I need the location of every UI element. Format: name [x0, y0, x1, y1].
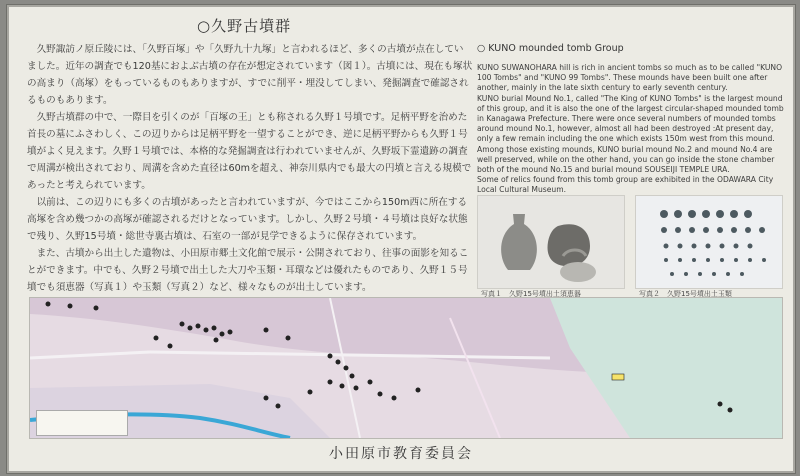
jp-paragraph: 久野古墳群の中で、一際目を引くのが「百塚の王」とも称される久野１号墳です。足柄平野を治めた首長の墓にふさわしく、この辺りからは足柄平野を一望することができ、逆に足柄平野からも久野１号墳がよく見えます。久野１号墳では、本格的な発掘調査は行われていませんが、久野坂下霊遺跡の調査で周溝が検出されており、周溝を含めた直径は60mを超え、神奈川県内でも最大の円墳と言える規模であったと考えられています。 [27, 112, 472, 191]
english-title: ○ KUNO mounded tomb Group [477, 43, 624, 54]
sign-title: ○久野古墳群 [197, 17, 292, 35]
signboard [6, 4, 796, 474]
english-description [477, 63, 789, 196]
en-paragraph: Among those existing mounds, KUNO burial mound No.2 and mound No.4 are well preserved, while on the other hand, you can go inside the stone chamber both of the mound No.15 and burial mound SOUSEIJI TEMPLE URA. [477, 144, 775, 175]
tomb-distribution-map [29, 297, 783, 439]
issuer-footer: 小田原市教育委員会 [329, 446, 473, 462]
jp-paragraph: 以前は、この辺りにも多くの古墳があったと言われていますが、今ではここから150m西に所在する高塚を含め幾つかの高塚が確認されるだけとなっています。しかし、久野２号墳・４号墳は良好な状態で残り、久野15号墳・総世寺裏古墳は、石室の一部が見学できるように保存されています。 [27, 197, 468, 242]
jp-paragraph: 久野諏訪ノ原丘陵には、「久野百塚」や「久野九十九塚」と言われるほど、多くの古墳が点在していました。近年の調査でも120基におよぶ古墳の存在が想定されています（図１）。古墳には、現在も塚状の高まり（高塚）をもっているものもありますが、すでに削平・埋没してしまい、発掘調査で確認されるものもあります。 [27, 44, 473, 106]
en-paragraph: KUNO SUWANOHARA hill is rich in ancient tombs so much as to be called "KUNO 100 Tombs" and "KUNO 99 Tombs". These mounds have been built one after another, mainly in the late sixth century to early seventh century. [477, 63, 783, 93]
photo-beads [635, 195, 783, 289]
map-graphic [30, 298, 782, 438]
photo1-caption: 写真１ 久野15号墳出土須恵器 [481, 290, 581, 298]
jp-paragraph: また、古墳から出土した遺物は、小田原市郷土文化館で展示・公開されており、往事の面影を知ることができます。中でも、久野２号墳で出土した大刀や玉類・耳環などは優れたものであり、久野１５号墳でも須恵器（写真１）や玉類（写真２）など、様々なものが出土しています。 [27, 248, 469, 293]
photo-sue-pottery [477, 195, 625, 289]
japanese-description [27, 41, 473, 313]
beads-image [636, 196, 782, 288]
map-legend [36, 410, 128, 436]
en-paragraph: Some of relics found from this tomb group are exhibited in the ODAWARA City Local Cultural Museum. [477, 175, 774, 195]
pottery-image [478, 196, 624, 288]
en-paragraph: KUNO burial Mound No.1, called "The King of KUNO Tombs" is the largest mound of this group, and it is also the one of the largest circular-shaped mounded tomb in Kanagawa Prefecture. There were once several numbers of mounded tombs around mound No.1, however, almost all had been destroyed :At present day, only a few remain including the one which exists 150m west from this mound. [477, 93, 784, 144]
photo2-caption: 写真２ 久野15号墳出土玉類 [639, 290, 732, 298]
